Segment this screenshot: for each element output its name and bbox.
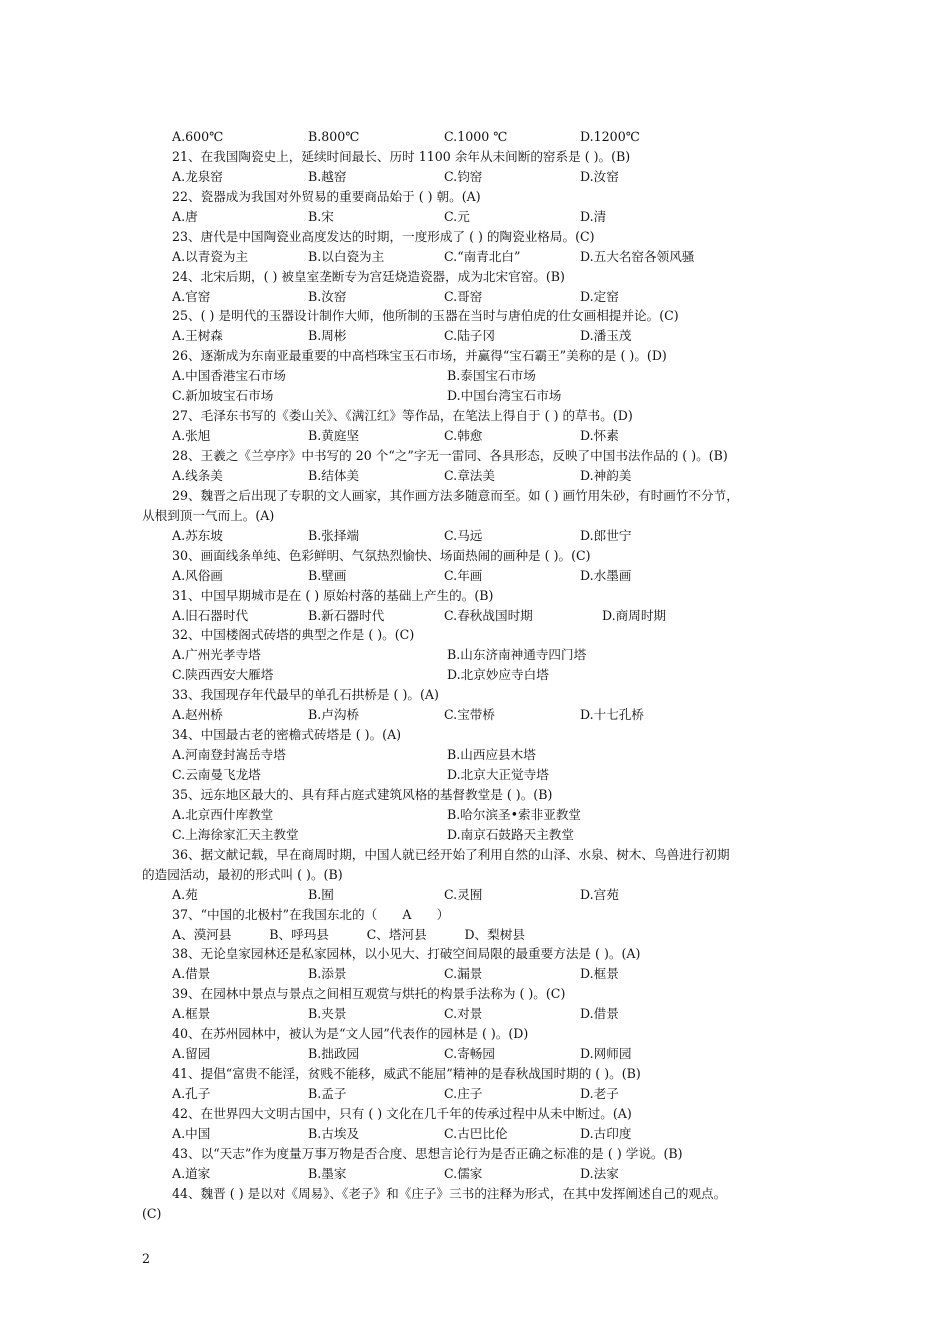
answer-option: D.水墨画 <box>580 567 632 583</box>
question-text: 27、毛泽东书写的《娄山关》、《满江红》等作品，在笔法上得自于 ( ) 的草书。(D) <box>172 408 633 424</box>
answer-option: D.北京妙应寺白塔 <box>447 667 549 683</box>
answer-option: C.“南青北白” <box>444 248 521 264</box>
question-text: 31、中国早期城市是在 ( ) 原始村落的基础上产生的。(B) <box>172 587 494 603</box>
answer-option: C.年画 <box>444 567 483 583</box>
answer-option: D.中国台湾宝石市场 <box>447 388 562 404</box>
answer-option: C.宝带桥 <box>444 707 495 723</box>
answer-option: D.借景 <box>580 1006 619 1022</box>
options-row <box>142 466 817 486</box>
answer-option: B.山西应县木塔 <box>447 747 536 763</box>
question-text: 43、以“天志”作为度量万事万物是否合度、思想言论行为是否正确之标准的是 ( ) 学说。(B) <box>172 1145 683 1161</box>
answer-option: D.网师园 <box>580 1046 632 1062</box>
answer-option: D.北京大正觉寺塔 <box>447 767 549 782</box>
options-row <box>142 1044 817 1064</box>
answer-option: A.以青瓷为主 <box>172 248 249 264</box>
options-row <box>142 825 817 845</box>
question-text: 24、北宋后期，( ) 被皇室垄断专为宫廷烧造瓷器，成为北宋官窑。(B) <box>172 268 565 284</box>
options-row <box>142 566 817 586</box>
question-continuation: 的造园活动，最初的形式叫 ( )。(B) <box>142 866 343 882</box>
answer-option: D.定窑 <box>580 288 619 304</box>
question-text: 28、王羲之《兰亭序》中书写的 20 个“之”字无一雷同、各具形态，反映了中国书法作品的 ( )。(B) <box>172 448 728 463</box>
answer-option: B.哈尔滨圣•索非亚教堂 <box>447 806 582 822</box>
options-row <box>142 386 817 406</box>
answer-option: C.钧窑 <box>444 168 483 184</box>
options-row <box>142 426 817 446</box>
answer-option: B.囿 <box>308 886 334 902</box>
answer-option: B.张择端 <box>308 527 360 543</box>
question-continuation: 从根到顶一气而上。(A) <box>142 507 275 523</box>
answer-option: D.商周时期 <box>602 607 667 623</box>
answer-option: A.中国 <box>172 1125 211 1141</box>
answer-option: A.张旭 <box>172 428 211 444</box>
options-row <box>142 366 817 386</box>
answer-option: D.古印度 <box>580 1125 632 1141</box>
answer-option: B.新石器时代 <box>308 607 385 623</box>
question-text: 42、在世界四大文明古国中，只有 ( ) 文化在几千年的传承过程中从未中断过。(A) <box>172 1105 632 1121</box>
options-row <box>142 526 817 546</box>
options-row <box>142 207 817 227</box>
answer-option: C.古巴比伦 <box>444 1125 508 1141</box>
answer-option: C.漏景 <box>444 966 483 982</box>
answer-option: C.1000 ℃ <box>444 129 508 144</box>
question-continuation: (C) <box>142 1205 162 1221</box>
answer-option: C.哥窑 <box>444 288 483 304</box>
answer-option: A.框景 <box>172 1006 211 1022</box>
answer-option: D.怀素 <box>580 428 619 444</box>
answer-option: C.元 <box>444 208 470 224</box>
answer-option: A.王树森 <box>172 328 223 344</box>
answer-option: A.借景 <box>172 966 211 982</box>
answer-option: A.官窑 <box>172 288 211 304</box>
answer-option: C.儒家 <box>444 1165 483 1181</box>
answer-option: C.马远 <box>444 527 483 543</box>
answer-option: A.北京西什库教堂 <box>172 806 274 822</box>
answer-option: A.赵州桥 <box>172 707 223 723</box>
answer-option: C.春秋战国时期 <box>444 607 533 623</box>
question-text: 21、在我国陶瓷史上，延续时间最长、历时 1100 余年从未间断的窑系是 ( )。(B) <box>172 148 631 164</box>
options-row <box>142 765 817 785</box>
options-row <box>142 1084 817 1104</box>
answer-option: C.寄畅园 <box>444 1046 495 1062</box>
options-row <box>142 805 817 825</box>
options-row <box>142 247 817 267</box>
answer-option: B.山东济南神通寺四门塔 <box>447 647 587 663</box>
options-row <box>142 665 817 685</box>
question-text: 25、( ) 是明代的玉器设计制作大师，他所制的玉器在当时与唐伯虎的仕女画相提并论。(C) <box>172 308 679 324</box>
answer-option: C.云南曼飞龙塔 <box>172 767 261 782</box>
options-line: A、漠河县 B、呼玛县 C、塔河县 D、梨树县 <box>172 926 525 942</box>
answer-option: D.潘玉茂 <box>580 328 632 344</box>
answer-option: D.清 <box>580 208 607 224</box>
answer-option: A.孔子 <box>172 1086 211 1101</box>
answer-option: A.道家 <box>172 1165 211 1181</box>
question-text: 23、唐代是中国陶瓷业高度发达的时期，一度形成了 ( ) 的陶瓷业格局。(C) <box>172 228 595 244</box>
question-text: 35、远东地区最大的、具有拜占庭式建筑风格的基督教堂是 ( )。(B) <box>172 786 553 802</box>
question-text: 40、在苏州园林中，被认为是“文人园”代表作的园林是 ( )。(D) <box>172 1026 529 1042</box>
answer-option: D.1200℃ <box>580 129 640 144</box>
options-row <box>142 1164 817 1184</box>
answer-option: D.郎世宁 <box>580 527 632 543</box>
answer-option: B.添景 <box>308 966 347 982</box>
options-row <box>142 127 817 147</box>
question-text: 37、“中国的北极村”在我国东北的（ A ） <box>172 906 450 922</box>
answer-option: A.苏东坡 <box>172 527 223 543</box>
options-row <box>142 606 817 626</box>
options-row <box>142 885 817 905</box>
options-row <box>142 745 817 765</box>
exam-content <box>142 127 817 1224</box>
question-text: 33、我国现存年代最早的单孔石拱桥是 ( )。(A) <box>172 687 439 703</box>
answer-option: B.汝窑 <box>308 288 347 304</box>
answer-option: B.壁画 <box>308 567 347 583</box>
answer-option: C.陆子冈 <box>444 328 495 344</box>
answer-option: A.留园 <box>172 1046 211 1062</box>
options-row <box>142 287 817 307</box>
question-text: 41、提倡“富贵不能淫，贫贱不能移，威武不能屈”精神的是春秋战国时期的 ( )。(B) <box>172 1066 641 1082</box>
options-row <box>142 1124 817 1144</box>
answer-option: A.600℃ <box>172 129 224 144</box>
answer-option: D.法家 <box>580 1165 619 1181</box>
answer-option: A.河南登封嵩岳寺塔 <box>172 747 286 763</box>
answer-option: C.上海徐家汇天主教堂 <box>172 826 299 842</box>
answer-option: B.越窑 <box>308 168 347 184</box>
answer-option: B.宋 <box>308 208 334 224</box>
answer-option: C.对景 <box>444 1006 483 1022</box>
options-row <box>142 326 817 346</box>
options-row <box>142 645 817 665</box>
options-row <box>142 705 817 725</box>
answer-option: A.苑 <box>172 886 198 902</box>
options-row <box>142 167 817 187</box>
options-row <box>142 964 817 984</box>
question-text: 44、魏晋 ( ) 是以对《周易》、《老子》和《庄子》三书的注释为形式，在其中发挥阐述自己的观点。 <box>172 1185 727 1201</box>
answer-option: B.泰国宝石市场 <box>447 368 536 384</box>
answer-option: B.孟子 <box>308 1086 347 1101</box>
answer-option: C.韩愈 <box>444 428 483 444</box>
answer-option: B.黄庭坚 <box>308 428 360 444</box>
answer-option: C.新加坡宝石市场 <box>172 388 274 404</box>
question-text: 39、在园林中景点与景点之间相互观赏与烘托的构景手法称为 ( )。(C) <box>172 986 566 1002</box>
answer-option: A.旧石器时代 <box>172 607 249 623</box>
page-number: 2 <box>142 1251 151 1266</box>
answer-option: D.汝窑 <box>580 168 619 184</box>
answer-option: D.神韵美 <box>580 467 632 483</box>
answer-option: B.结体美 <box>308 467 360 483</box>
question-text: 34、中国最古老的密檐式砖塔是 ( )。(A) <box>172 727 402 743</box>
answer-option: D.南京石鼓路天主教堂 <box>447 826 574 842</box>
answer-option: D.老子 <box>580 1086 619 1101</box>
answer-option: D.框景 <box>580 966 619 982</box>
answer-option: A.龙泉窑 <box>172 168 223 184</box>
answer-option: A.广州光孝寺塔 <box>172 647 261 663</box>
question-text: 30、画面线条单纯、色彩鲜明、气氛热烈愉快、场面热闹的画种是 ( )。(C) <box>172 547 591 563</box>
answer-option: A.中国香港宝石市场 <box>172 368 286 384</box>
answer-option: B.夹景 <box>308 1006 347 1022</box>
answer-option: C.庄子 <box>444 1086 483 1101</box>
answer-option: A.唐 <box>172 208 198 224</box>
answer-option: C.陕西西安大雁塔 <box>172 667 274 683</box>
answer-option: D.宫苑 <box>580 886 619 902</box>
answer-option: C.灵囿 <box>444 886 483 902</box>
answer-option: B.周彬 <box>308 328 347 344</box>
question-text: 38、无论皇家园林还是私家园林，以小见大、打破空间局限的最重要方法是 ( )。(A) <box>172 946 641 962</box>
question-text: 36、据文献记载，早在商周时期，中国人就已经开始了利用自然的山泽、水泉、树木、鸟兽进行初期 <box>172 846 730 862</box>
options-row <box>142 1004 817 1024</box>
question-text: 26、逐渐成为东南亚最重要的中高档珠宝玉石市场，并赢得“宝石霸王”美称的是 ( )。(D) <box>172 348 667 364</box>
answer-option: B.古埃及 <box>308 1125 360 1141</box>
answer-option: D.五大名窑各领风骚 <box>580 248 695 264</box>
answer-option: A.线条美 <box>172 467 223 483</box>
answer-option: B.以白瓷为主 <box>308 248 385 264</box>
answer-option: B.墨家 <box>308 1165 347 1181</box>
answer-option: B.卢沟桥 <box>308 707 360 723</box>
answer-option: D.十七孔桥 <box>580 707 645 723</box>
answer-option: B.800℃ <box>308 129 360 144</box>
question-text: 29、魏晋之后出现了专职的文人画家，其作画方法多随意而至。如 ( ) 画竹用朱砂，有时画竹不分节， <box>172 487 739 503</box>
question-text: 32、中国楼阁式砖塔的典型之作是 ( )。(C) <box>172 627 415 643</box>
question-text: 22、瓷器成为我国对外贸易的重要商品始于 ( ) 朝。(A) <box>172 188 481 204</box>
answer-option: C.章法美 <box>444 467 495 483</box>
answer-option: A.风俗画 <box>172 567 223 583</box>
answer-option: B.拙政园 <box>308 1046 360 1062</box>
